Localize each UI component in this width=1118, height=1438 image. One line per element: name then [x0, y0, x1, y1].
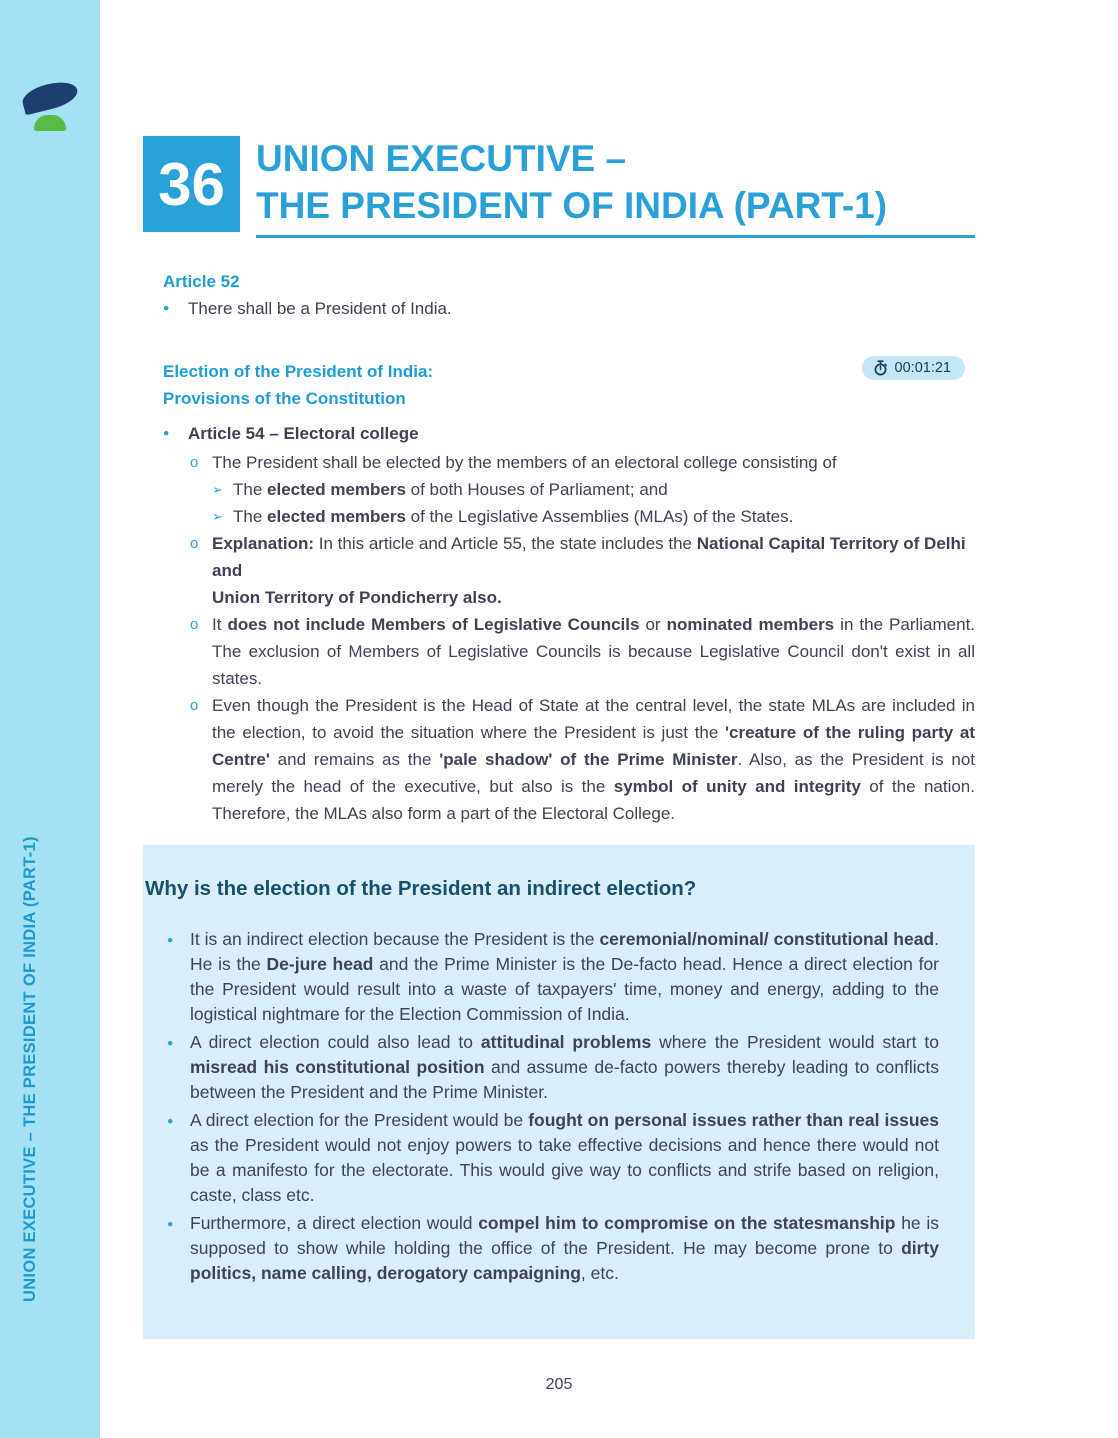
page-footer — [143, 1376, 975, 1394]
list-item — [212, 476, 975, 503]
article-52-section — [163, 268, 975, 324]
body-text: It does not include Members of Legislative Councils or nominated members in the Parliament. The exclusion of Members of Legislative Councils is because Legislative Council don't exist in all states. — [212, 614, 976, 688]
sidebar — [0, 0, 100, 1438]
list-item — [163, 295, 975, 324]
circle-bullet-icon — [190, 530, 212, 557]
list-item — [190, 449, 975, 476]
list-item — [167, 1108, 939, 1208]
dot-bullet-icon — [167, 1030, 190, 1059]
circle-bullet-icon — [190, 692, 212, 719]
timer-time: 00:01:21 — [894, 359, 951, 376]
body-text: Explanation: In this article and Article 55, the state includes the National Capital Territory of Delhi and Union Territory of Pondicherry also. — [212, 533, 966, 607]
indirect-election-list — [145, 927, 939, 1286]
list-item — [167, 1030, 939, 1105]
indirect-election-box — [143, 845, 975, 1339]
body-text: The elected members of the Legislative Assemblies (MLAs) of the States. — [233, 506, 794, 526]
logo — [22, 84, 82, 140]
arrow-bullet-icon — [212, 476, 233, 503]
body-text: There shall be a President of India. — [188, 298, 452, 318]
list-item — [190, 530, 975, 611]
body-text: A direct election for the President would be fought on personal issues rather than real issues as the President would not enjoy powers to take effective decisions and hence there would not be a manifesto for the electorate. This would give way to conflicts and strife based on religion, caste, class etc. — [190, 1109, 939, 1205]
dot-bullet-icon — [167, 1211, 190, 1240]
list-item — [212, 503, 975, 530]
logo-base-icon — [34, 115, 66, 131]
body-text: The elected members of both Houses of Parliament; and — [233, 479, 668, 499]
page-number: 205 — [545, 1376, 573, 1393]
chapter-title-line2: THE PRESIDENT OF INDIA (PART-1) — [256, 184, 888, 226]
list-item — [167, 1211, 939, 1286]
election-heading-row — [163, 358, 975, 412]
chapter-title — [256, 136, 975, 238]
dot-bullet-icon — [167, 927, 190, 956]
timer-badge — [862, 356, 965, 380]
dot-bullet-icon — [163, 295, 188, 324]
election-heading-line2: Provisions of the Constitution — [163, 388, 406, 408]
article-52-heading: Article 52 — [163, 271, 240, 291]
circle-bullet-icon — [190, 449, 212, 476]
chapter-number-badge: 36 — [143, 136, 240, 232]
chapter-header — [143, 136, 975, 238]
election-list — [163, 420, 975, 827]
sidebar-vertical-title: UNION EXECUTIVE – THE PRESIDENT OF INDIA (PART-1) — [21, 836, 39, 1302]
list-item — [190, 611, 975, 692]
body-text: Even though the President is the Head of State at the central level, the state MLAs are included in the election, to avoid the situation where the President is just the 'creature of the ruling party at Centre' and remains as the 'pale shadow' of the Prime Minister. Also, as the President is not merely the head of the executive, but also is the symbol of unity and integrity of the nation. Therefore, the MLAs also form a part of the Electoral College. — [212, 695, 976, 823]
election-headings — [163, 358, 433, 412]
body-text: Furthermore, a direct election would compel him to compromise on the statesmanship he is supposed to show while holding the office of the President. He may become prone to dirty politics, name calling, derogatory campaigning, etc. — [190, 1212, 939, 1283]
main-content — [143, 0, 975, 1438]
body-text: The President shall be elected by the members of an electoral college consisting of — [212, 452, 837, 472]
election-section — [163, 358, 975, 827]
list-item — [167, 927, 939, 1027]
body-text: Article 54 – Electoral college — [188, 423, 419, 443]
stopwatch-icon — [873, 360, 888, 376]
list-item — [163, 420, 975, 449]
chapter-title-line1: UNION EXECUTIVE – — [256, 138, 627, 179]
election-heading-line1: Election of the President of India: — [163, 361, 434, 381]
dot-bullet-icon — [167, 1108, 190, 1137]
arrow-bullet-icon — [212, 503, 233, 530]
logo-cap-icon — [20, 78, 80, 116]
circle-bullet-icon — [190, 611, 212, 638]
dot-bullet-icon — [163, 420, 188, 449]
indirect-election-heading: Why is the election of the President an indirect election? — [145, 876, 697, 900]
body-text: It is an indirect election because the President is the ceremonial/nominal/ constitutional head. He is the De-jure head and the Prime Minister is the De-facto head. Hence a direct election for the President would result into a waste of taxpayers' time, money and energy, adding to the logistical nightmare for the Election Commission of India. — [190, 928, 940, 1024]
list-item — [190, 692, 975, 827]
body-text: A direct election could also lead to attitudinal problems where the President would start to misread his constitutional position and assume de-facto powers thereby leading to conflicts between the President and the Prime Minister. — [190, 1031, 940, 1102]
